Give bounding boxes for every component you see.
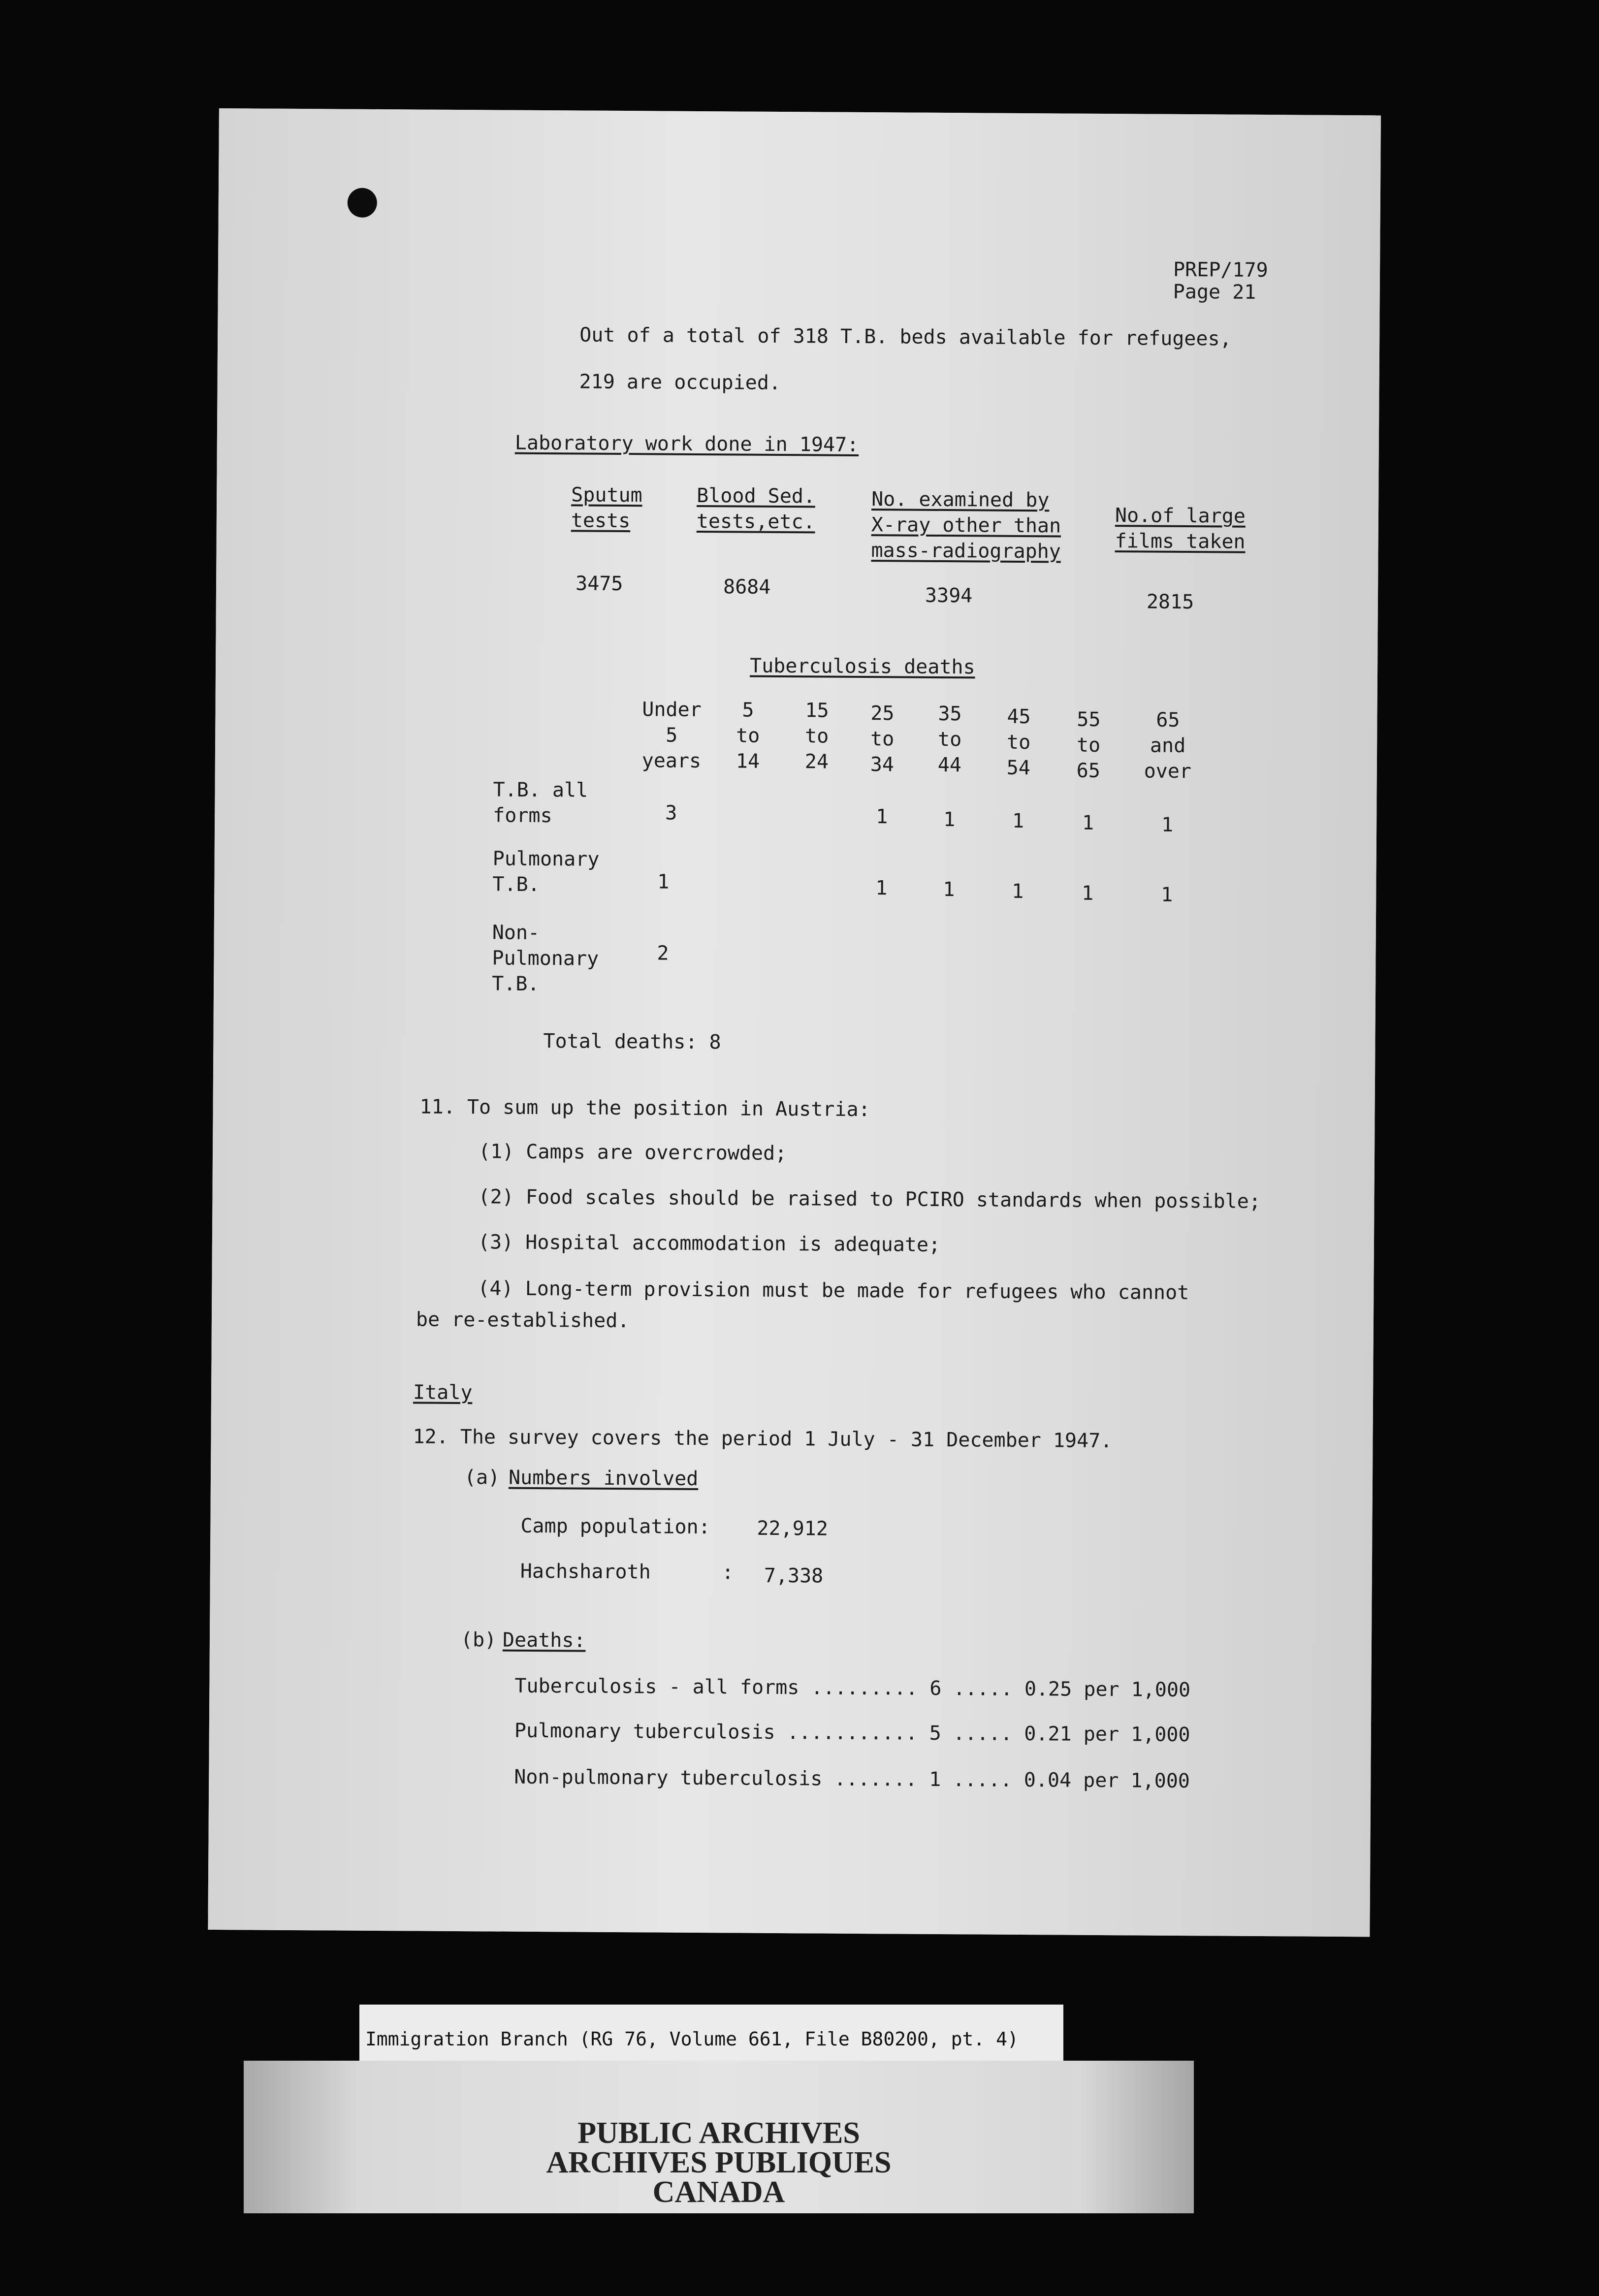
numbers-involved-heading: Numbers involved <box>508 1466 699 1490</box>
lab-value-sputum: 3475 <box>575 572 623 596</box>
stamp-line-1: PUBLIC ARCHIVES <box>577 2116 860 2150</box>
section-11-item-2: (2) Food scales should be raised to PCIRO standards when possible; <box>478 1185 1261 1213</box>
cell: 3 <box>665 801 677 825</box>
lab-value-xray: 3394 <box>925 584 973 607</box>
page-number: Page 21 <box>1173 280 1256 304</box>
section-11-item-4: (4) Long-term provision must be made for refugees who cannot <box>478 1277 1189 1305</box>
hachsharoth-value: 7,338 <box>764 1564 824 1588</box>
cell: 1 <box>657 870 670 893</box>
age-header: Under 5 years <box>641 698 702 773</box>
age-header: 25 to 34 <box>870 702 895 776</box>
lab-col-large-films: No.of large films taken <box>1115 504 1246 553</box>
subsection-a-label: (a) <box>464 1466 500 1489</box>
deaths-line-1: Tuberculosis - all forms ......... 6 ..... 0.25 per 1,000 <box>514 1674 1191 1702</box>
doc-ref: PREP/179 <box>1173 258 1268 282</box>
cell: 1 <box>1012 880 1024 903</box>
cell: 1 <box>1161 883 1173 906</box>
section-11-lead: 11. To sum up the position in Austria: <box>419 1095 870 1121</box>
stamp-line-3: CANADA <box>652 2175 785 2209</box>
cell: 1 <box>875 877 888 900</box>
cell: 1 <box>1082 811 1094 834</box>
cell: 1 <box>943 808 956 831</box>
deaths-heading: Deaths: <box>502 1628 586 1652</box>
lab-heading: Laboratory work done in 1947: <box>514 431 859 456</box>
italy-heading: Italy <box>413 1381 473 1404</box>
age-header: 65 and over <box>1144 708 1192 783</box>
lab-col-blood-sed: Blood Sed. tests,etc. <box>696 484 816 534</box>
cell: 1 <box>1012 809 1024 833</box>
row-label-pulmonary: Pulmonary T.B. <box>492 847 600 896</box>
deaths-line-2: Pulmonary tuberculosis ........... 5 ..... 0.21 per 1,000 <box>514 1719 1190 1747</box>
tb-deaths-heading: Tuberculosis deaths <box>749 654 975 679</box>
lab-col-sputum: Sputum tests <box>571 483 642 533</box>
intro-line-2: 219 are occupied. <box>579 370 781 394</box>
cell: 1 <box>876 805 888 829</box>
age-header: 55 to 65 <box>1076 708 1101 782</box>
section-11-item-1: (1) Camps are overcrowded; <box>478 1140 787 1165</box>
cell: 1 <box>943 878 955 901</box>
age-header: 35 to 44 <box>937 702 962 777</box>
lab-value-blood-sed: 8684 <box>723 575 771 599</box>
camp-population-value: 22,912 <box>757 1517 829 1540</box>
age-header: 15 to 24 <box>804 699 829 773</box>
cell: 1 <box>1082 882 1094 905</box>
deaths-line-3: Non-pulmonary tuberculosis ....... 1 ..... 0.04 per 1,000 <box>514 1765 1190 1793</box>
section-12-lead: 12. The survey covers the period 1 July - 31 December 1947. <box>413 1425 1113 1453</box>
subsection-b-label: (b) <box>460 1628 497 1652</box>
lab-col-xray: No. examined by X-ray other than mass-radiography <box>871 488 1061 563</box>
archive-stamp <box>244 2061 1194 2213</box>
age-header: 5 to 14 <box>736 699 760 773</box>
cell: 2 <box>657 942 669 965</box>
row-label-tb-all: T.B. all forms <box>493 778 588 828</box>
row-label-non-pulmonary: Non- Pulmonary T.B. <box>492 921 599 996</box>
total-deaths: Total deaths: 8 <box>543 1030 721 1054</box>
camp-population-label: Camp population: <box>520 1514 710 1539</box>
archive-reference: Immigration Branch (RG 76, Volume 661, File B80200, pt. 4) <box>365 2028 1019 2050</box>
intro-line-1: Out of a total of 318 T.B. beds available for refugees, <box>579 323 1232 351</box>
age-header: 45 to 54 <box>1006 705 1031 780</box>
lab-value-large-films: 2815 <box>1146 590 1194 614</box>
document-page <box>208 108 1381 1937</box>
section-11-item-3: (3) Hospital accommodation is adequate; <box>478 1231 941 1256</box>
cell: 1 <box>1161 813 1174 836</box>
punch-hole <box>348 188 377 218</box>
hachsharoth-label: Hachsharoth : <box>520 1560 734 1584</box>
stamp-line-2: ARCHIVES PUBLIQUES <box>546 2146 892 2179</box>
section-11-continuation: be re-established. <box>416 1308 630 1333</box>
